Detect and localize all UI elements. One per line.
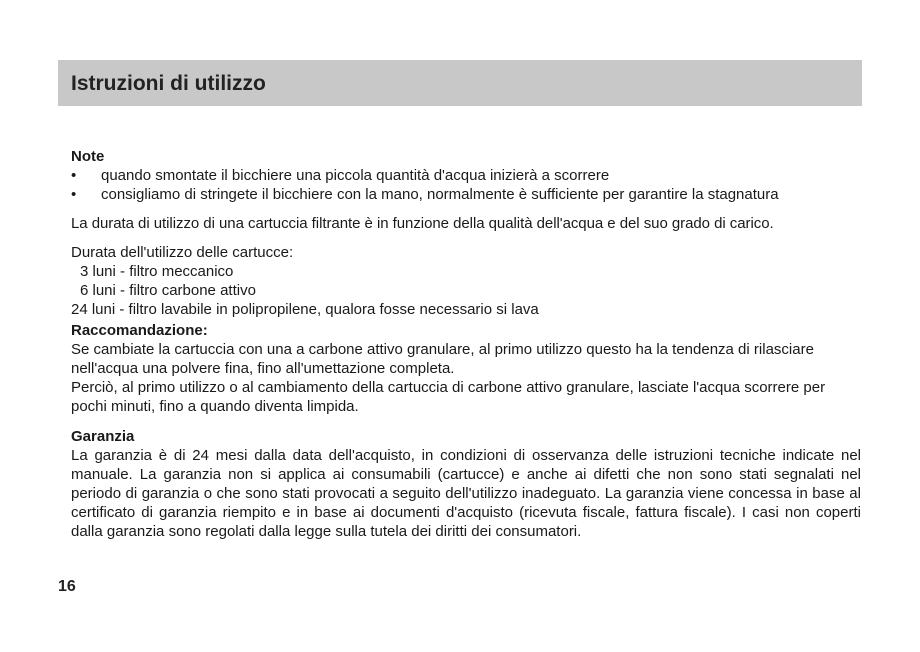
cartridge-item: 3 luni - filtro meccanico [80, 263, 234, 280]
cartridges-heading: Durata dell'utilizzo delle cartucce: [71, 244, 294, 261]
note-list [71, 166, 863, 204]
list-item [71, 185, 863, 204]
recommendation-heading: Raccomandazione: [71, 322, 208, 339]
list-item [71, 166, 863, 185]
page-number: 16 [58, 578, 76, 595]
recommendation-paragraph: Perciò, al primo utilizzo o al cambiamento della cartuccia di carbone attivo granulare, lasciate l'acqua scorrere per pochi minuti, fino a quando diventa limpida. [71, 379, 826, 415]
duration-paragraph: La durata di utilizzo di una cartuccia filtrante è in funzione della qualità dell'acqua e del suo grado di carico. [71, 215, 774, 232]
warranty-paragraph: La garanzia è di 24 mesi dalla data dell'acquisto, in condizioni di osservanza delle istruzioni tecniche indicate nel manuale. La garanzia non si applica ai consumabili (cartucce) e anche ai difetti che non sono stati segnalati nel periodo di garanzia o che sono stati provocati a seguito dell'utilizzo inadeguato. La garanzia viene concessa in base al certificato di garanzia riempito e in base ai documenti d'acquisto (ricevuta fiscale, fattura fiscale). I casi non coperti dalla garanzia sono regolati dalla legge sulla tutela dei diritti dei consumatori. [71, 447, 861, 540]
bullet-icon: • [71, 167, 77, 184]
note-item-text: consigliamo di stringete il bicchiere con la mano, normalmente è sufficiente per garantire la stagnatura [101, 186, 779, 203]
recommendation-paragraph: Se cambiate la cartuccia con una a carbone attivo granulare, al primo utilizzo questo ha la tendenza di rilasciare nell'acqua una polvere fina, fino all'umettazione completa. [71, 341, 814, 377]
note-heading: Note [71, 148, 105, 165]
section-title: Istruzioni di utilizzo [71, 72, 266, 95]
cartridge-item: 24 luni - filtro lavabile in polipropilene, qualora fosse necessario si lava [71, 301, 539, 318]
page-content [71, 147, 863, 541]
warranty-heading: Garanzia [71, 428, 135, 445]
cartridge-item: 6 luni - filtro carbone attivo [80, 282, 256, 299]
note-item-text: quando smontate il bicchiere una piccola quantità d'acqua inizierà a scorrere [101, 167, 610, 184]
section-header-bar [58, 60, 862, 106]
bullet-icon: • [71, 186, 77, 203]
